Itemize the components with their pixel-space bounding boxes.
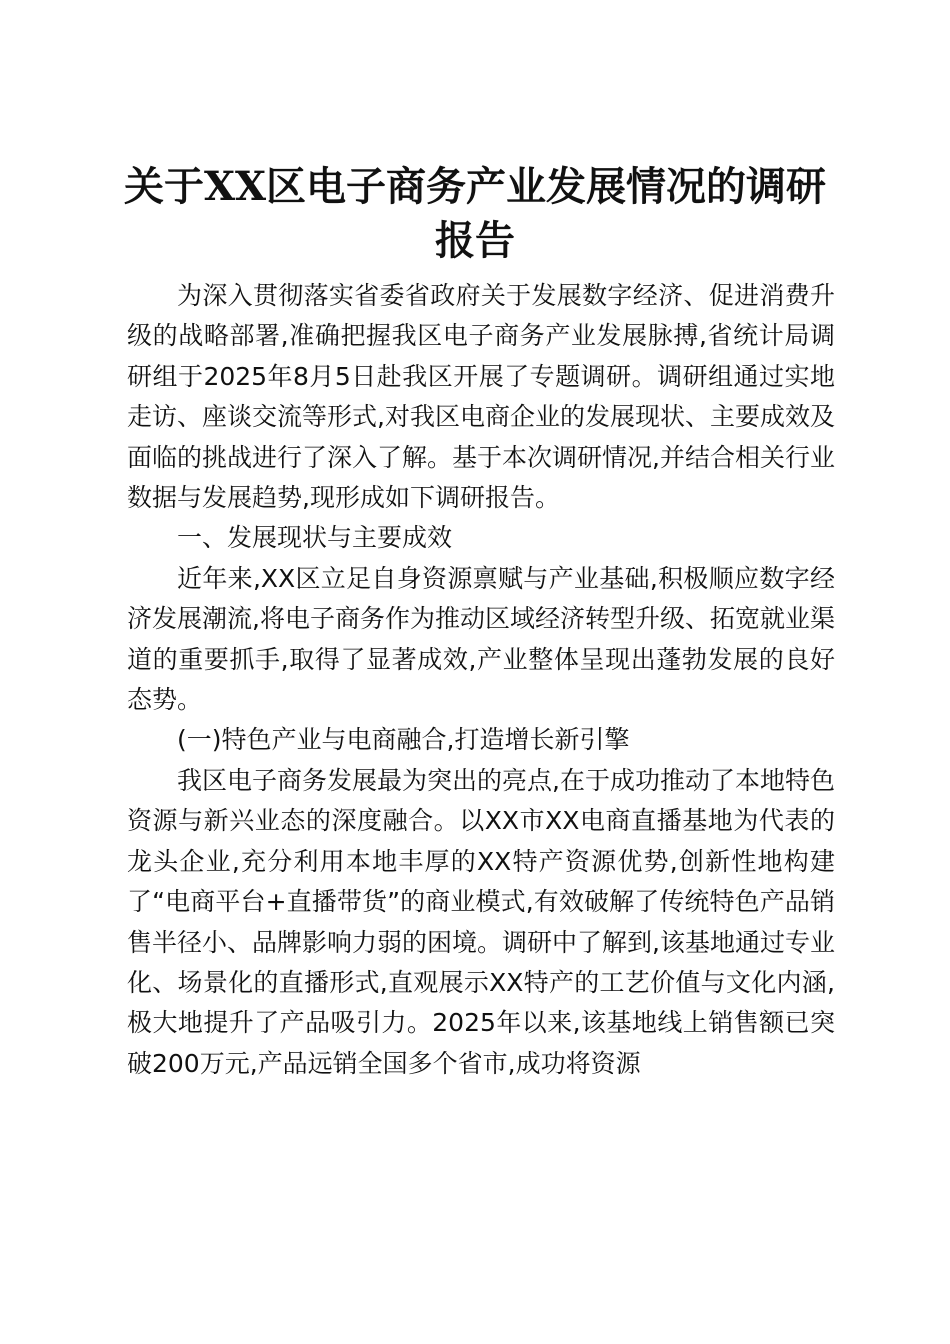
intro-paragraph: 为深入贯彻落实省委省政府关于发展数字经济、促进消费升级的战略部署,准确把握我区电子商务产业发展脉搏,省统计局调研组于2025年8月5日赴我区开展了专题调研。调研组通过实地走访、座谈交流等形式,对我区电商企业的发展现状、主要成效及面临的挑战进行了深入了解。基于本次调研情况,并结合相关行业数据与发展趋势,现形成如下调研报告。 bbox=[127, 281, 835, 513]
document-body bbox=[127, 276, 835, 1084]
subsection-paragraph: 我区电子商务发展最为突出的亮点,在于成功推动了本地特色资源与新兴业态的深度融合。以XX市XX电商直播基地为代表的龙头企业,充分利用本地丰厚的XX特产资源优势,创新性地构建了“电商平台+直播带货”的商业模式,有效破解了传统特色产品销售半径小、品牌影响力弱的困境。调研中了解到,该基地通过专业化、场景化的直播形式,直观展示XX特产的工艺价值与文化内涵,极大地提升了产品吸引力。2025年以来,该基地线上销售额已突破200万元,产品远销全国多个省市,成功将资源 bbox=[127, 765, 835, 1078]
document-title: 关于XX区电子商务产业发展情况的调研报告 bbox=[123, 163, 827, 264]
section-heading: 一、发展现状与主要成效 bbox=[177, 523, 453, 553]
subsection-heading: (一)特色产业与电商融合,打造增长新引擎 bbox=[177, 725, 630, 755]
section-paragraph: 近年来,XX区立足自身资源禀赋与产业基础,积极顺应数字经济发展潮流,将电子商务作为推动区域经济转型升级、拓宽就业渠道的重要抓手,取得了显著成效,产业整体呈现出蓬勃发展的良好态势。 bbox=[127, 563, 835, 715]
